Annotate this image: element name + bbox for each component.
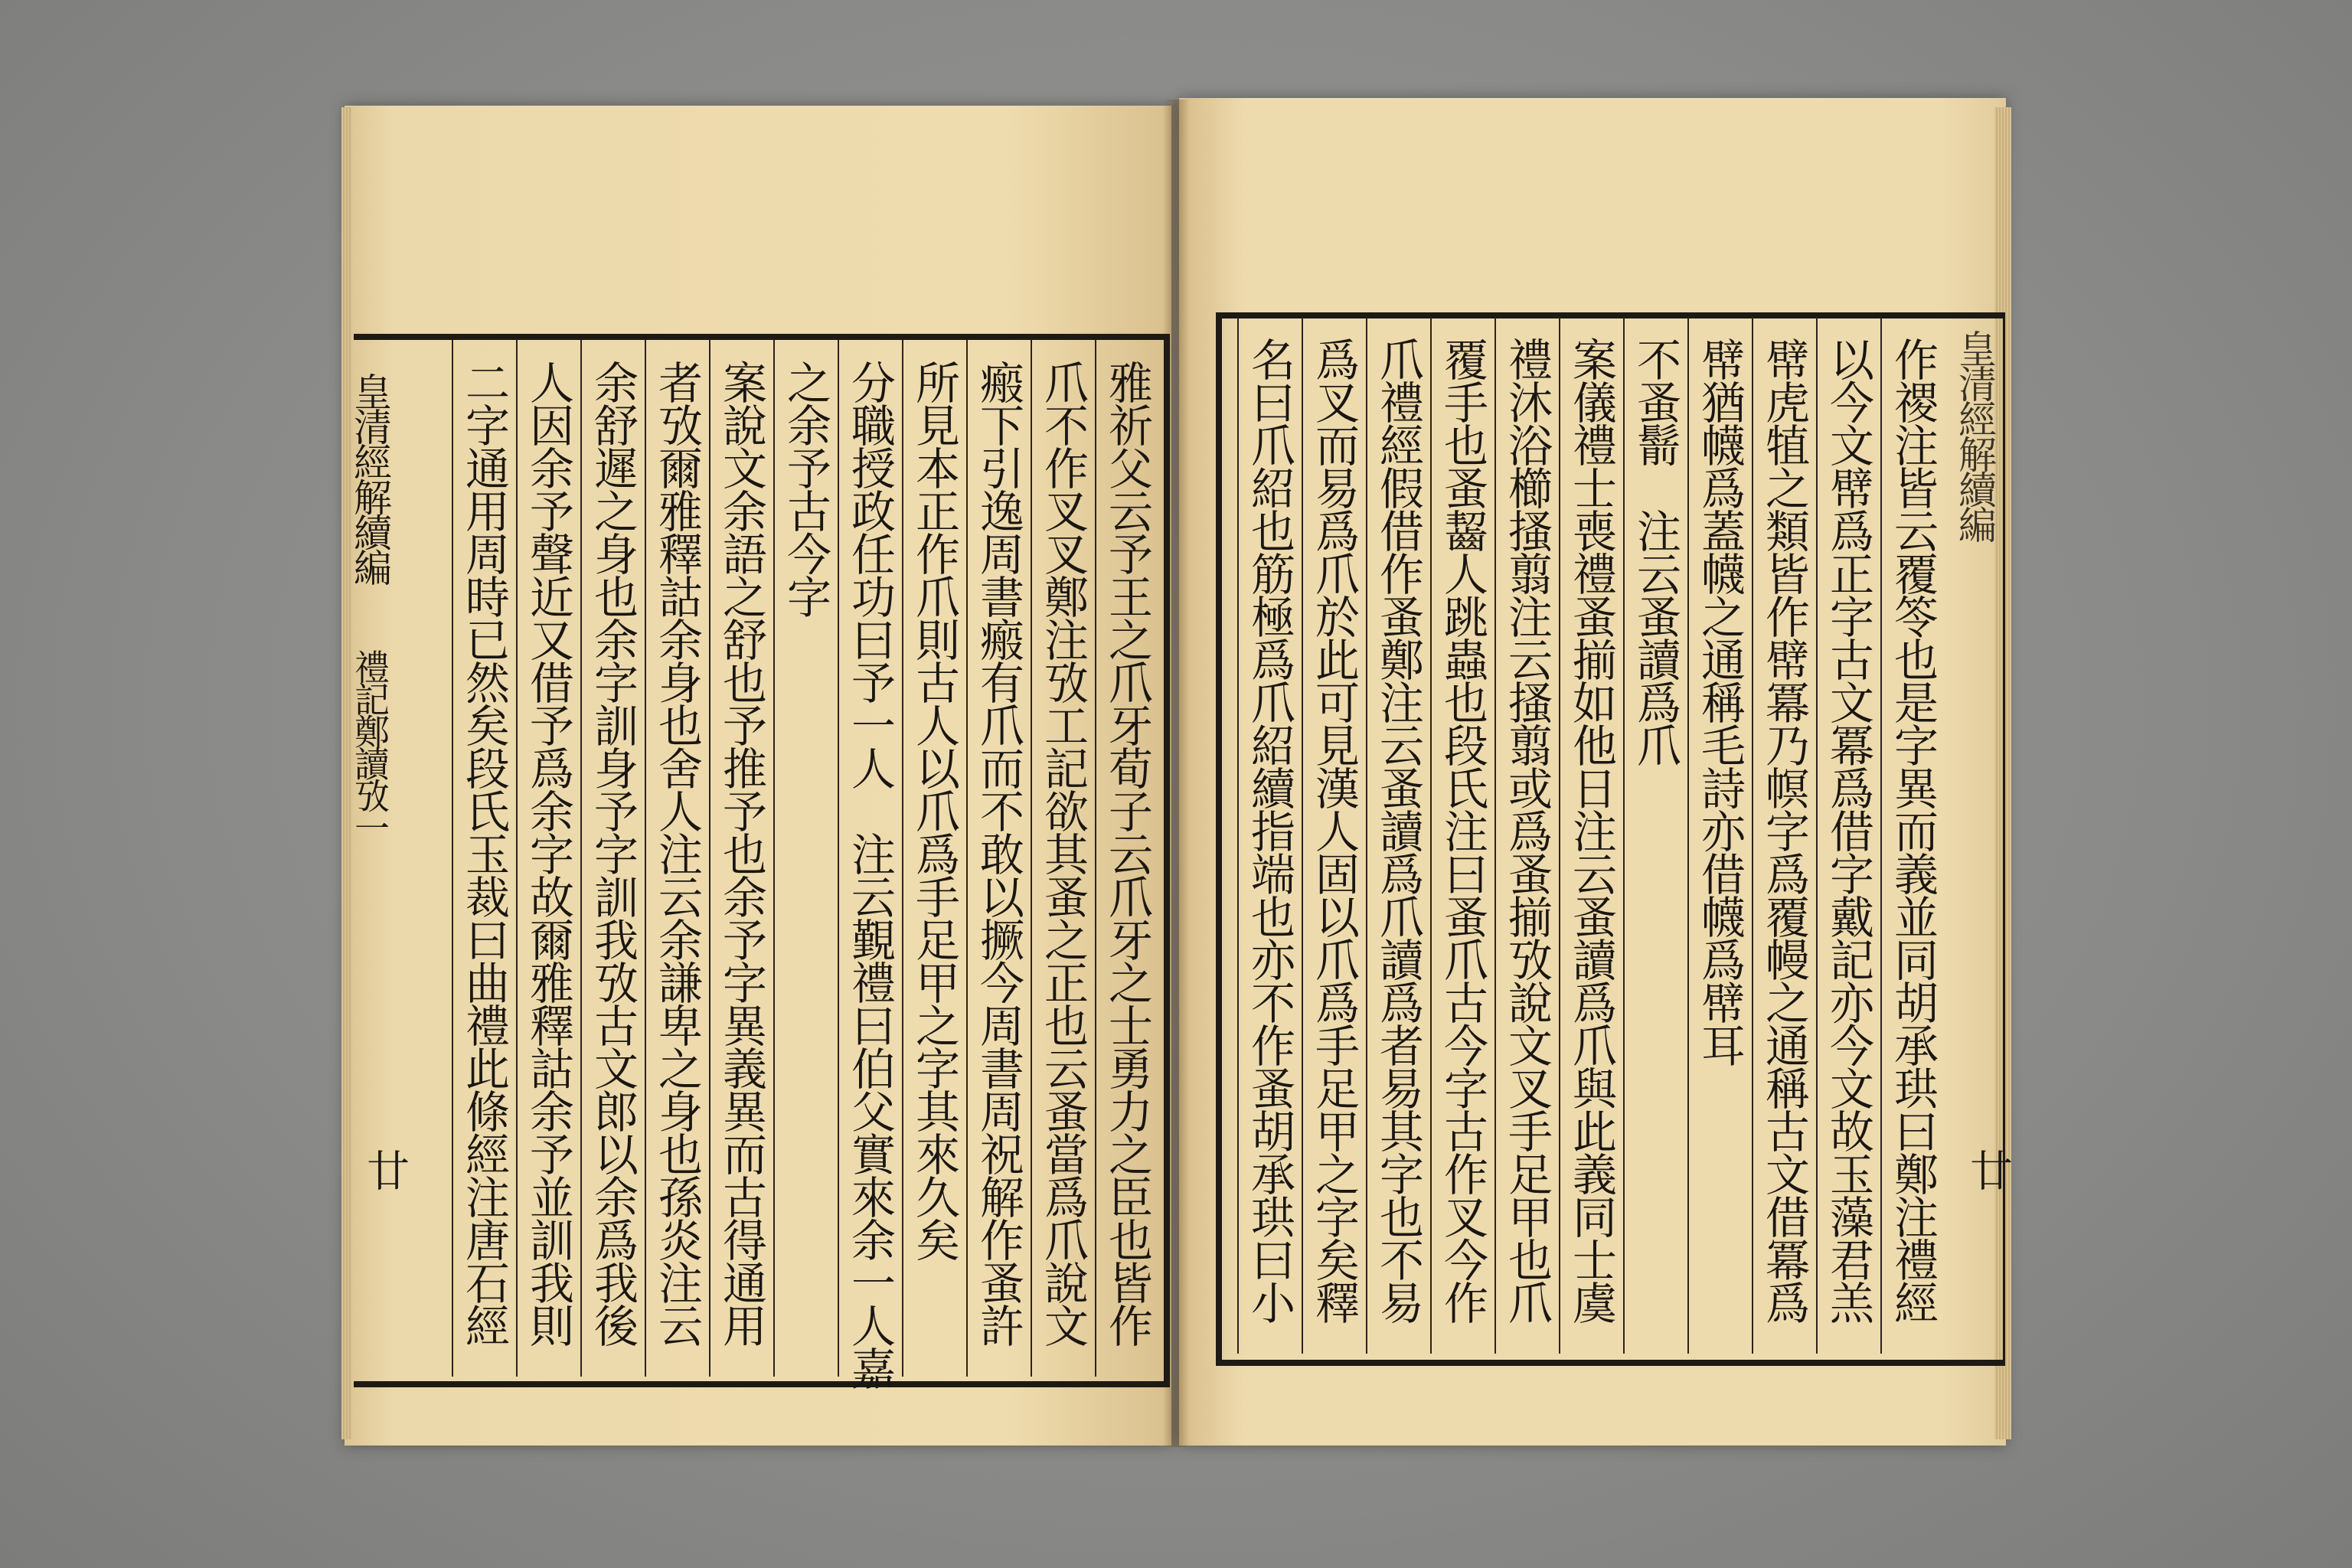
right-column-11: 名曰爪紹也筋極爲爪紹續指端也亦不作蚤胡承珙曰小 xyxy=(1243,337,1295,1323)
right-column-2: 以今文幦爲正字古文冪爲借字戴記亦今文故玉藻君羔 xyxy=(1822,337,1874,1323)
left-folio: 廿 xyxy=(360,1148,410,1191)
left-column-3: 瘢下引逸周書瘢有爪而不敢以撅今周書周祝解作蚤許 xyxy=(972,360,1024,1346)
right-column-7: 禮沐浴櫛搔翦注云搔翦或爲蚤揃攷說文叉手足甲也爪 xyxy=(1501,337,1553,1323)
left-column-9: 余舒遲之身也余字訓身予字訓我攷古文郎以余爲我後 xyxy=(586,360,639,1346)
right-column-4: 幦猶幭爲蓋幭之通稱毛詩亦借幭爲幦耳 xyxy=(1694,337,1746,1066)
left-column-1: 雅祈父云予王之爪牙荀子云爪牙之士勇力之臣也皆作 xyxy=(1101,360,1153,1346)
left-column-2: 爪不作叉叉鄭注攷工記欲其蚤之正也云蚤當爲爪說文 xyxy=(1037,360,1089,1346)
left-column-5: 分職授政任功曰予一人 注云覲禮曰伯父實來余一人嘉 xyxy=(844,360,896,1389)
left-column-6: 之余予古今字 xyxy=(779,360,831,617)
left-column-4: 所見本正作爪則古人以爪爲手足甲之字其來久矣 xyxy=(908,360,960,1260)
left-banner-title: 皇清經解續編 xyxy=(348,372,392,583)
left-column-8: 者攷爾雅釋詁余身也舍人注云余謙卑之身也孫炎注云 xyxy=(651,360,703,1346)
right-banner-title: 皇清經解續編 xyxy=(1952,329,1997,541)
left-banner-subtitle: 禮記鄭讀攷一 xyxy=(349,649,390,842)
right-column-3: 幦虎犆之類皆作幦冪乃幎字爲覆幔之通稱古文借冪爲 xyxy=(1758,337,1810,1323)
right-column-9: 爪禮經假借作蚤鄭注云蚤讀爲爪讀爲者易其字也不易 xyxy=(1372,337,1424,1323)
right-column-6: 案儀禮士喪禮蚤揃如他日注云蚤讀爲爪與此義同士虞 xyxy=(1565,337,1617,1323)
left-column-10: 人因余予聲近又借予爲余字故爾雅釋詁余予並訓我則 xyxy=(522,360,574,1346)
right-folio: 廿 xyxy=(1963,1148,2013,1191)
right-column-5: 不蚤鬋 注云蚤讀爲爪 xyxy=(1629,337,1681,766)
right-column-8: 覆手也蚤齧人跳蟲也段氏注曰蚤爪古今字古作叉今作 xyxy=(1436,337,1488,1323)
right-column-1: 作禝注皆云覆笭也是字異而義並同胡承珙曰鄭注禮經 xyxy=(1886,337,1939,1323)
left-column-7: 案說文余語之舒也予推予也余予字異義異而古得通用 xyxy=(715,360,767,1346)
right-column-10: 爲叉而易爲爪於此可見漢人固以爪爲手足甲之字矣釋 xyxy=(1308,337,1360,1323)
left-column-11: 二字通用周時已然矣段氏玉裁曰曲禮此條經注唐石經 xyxy=(458,360,510,1346)
